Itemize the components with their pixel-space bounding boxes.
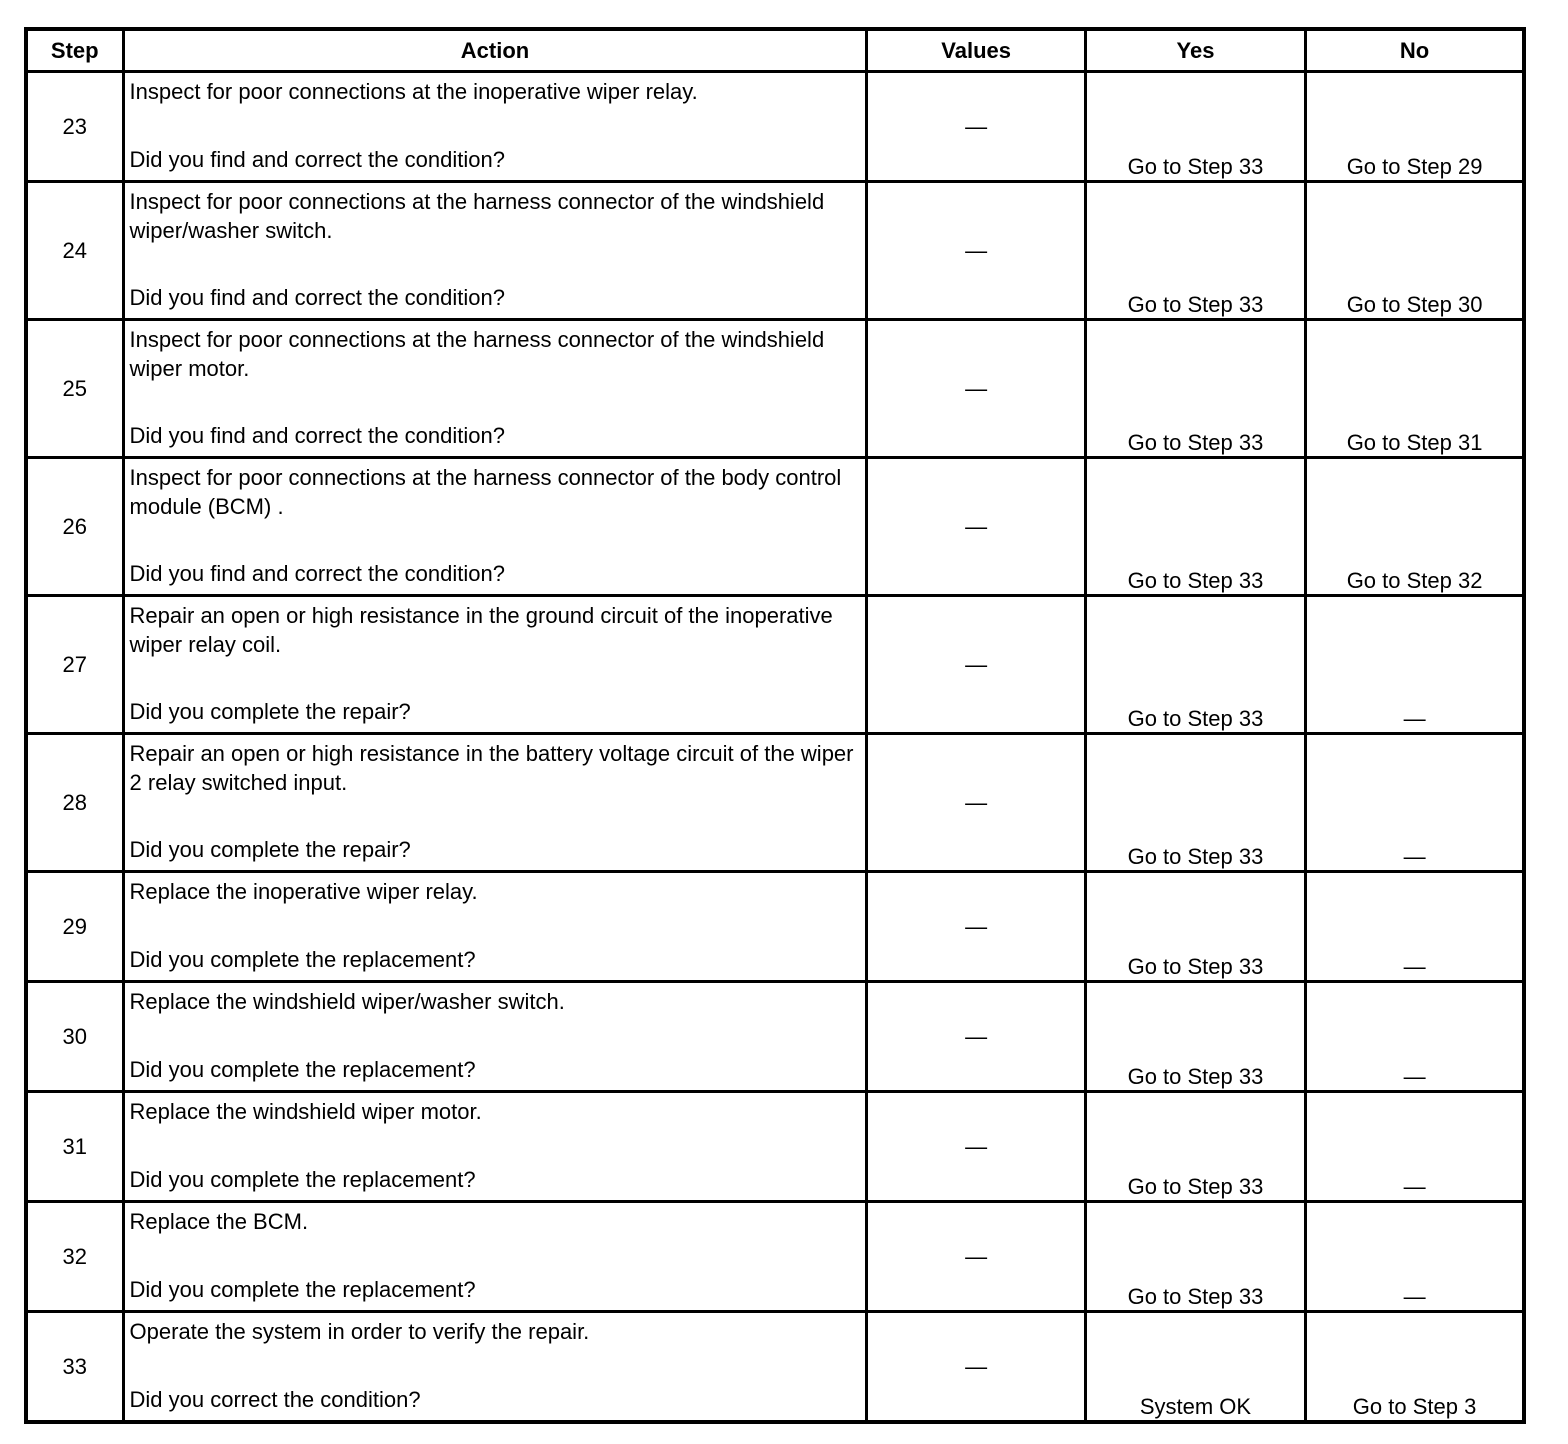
yes-cell: Go to Step 33	[1085, 872, 1305, 982]
step-number: 28	[26, 734, 123, 872]
values-cell: —	[867, 320, 1085, 458]
no-cell: —	[1306, 872, 1524, 982]
no-cell: Go to Step 32	[1306, 458, 1524, 596]
values-cell: —	[867, 1312, 1085, 1423]
step-number: 23	[26, 72, 123, 182]
header-yes: Yes	[1085, 29, 1305, 72]
values-cell: —	[867, 1092, 1085, 1202]
yes-cell: Go to Step 33	[1085, 182, 1305, 320]
action-instruction: Operate the system in order to verify the repair.	[129, 1319, 590, 1344]
step-number: 32	[26, 1202, 123, 1312]
values-cell: —	[867, 182, 1085, 320]
action-question: Did you find and correct the condition?	[129, 423, 505, 448]
action-question: Did you find and correct the condition?	[129, 147, 505, 172]
table-row	[26, 320, 1524, 458]
yes-cell: Go to Step 33	[1085, 1202, 1305, 1312]
values-cell: —	[867, 872, 1085, 982]
table-row	[26, 982, 1524, 1092]
action-instruction: Inspect for poor connections at the harness connector of the windshield wiper motor.	[129, 327, 825, 381]
no-cell: Go to Step 31	[1306, 320, 1524, 458]
action-question: Did you find and correct the condition?	[129, 561, 505, 586]
no-cell: —	[1306, 982, 1524, 1092]
action-instruction: Repair an open or high resistance in the ground circuit of the inoperative wiper relay coil.	[129, 603, 833, 657]
values-cell: —	[867, 734, 1085, 872]
values-cell: —	[867, 458, 1085, 596]
step-number: 24	[26, 182, 123, 320]
yes-cell: Go to Step 33	[1085, 982, 1305, 1092]
action-question: Did you complete the replacement?	[129, 1167, 476, 1192]
action-question: Did you find and correct the condition?	[129, 285, 505, 310]
header-step: Step	[26, 29, 123, 72]
step-number: 25	[26, 320, 123, 458]
step-number: 30	[26, 982, 123, 1092]
action-instruction: Inspect for poor connections at the harness connector of the windshield wiper/washer switch.	[129, 189, 825, 243]
header-values: Values	[867, 29, 1085, 72]
action-cell	[123, 982, 867, 1092]
action-question: Did you complete the replacement?	[129, 947, 476, 972]
header-row	[26, 29, 1524, 72]
action-instruction: Inspect for poor connections at the inoperative wiper relay.	[129, 79, 698, 104]
table-row	[26, 872, 1524, 982]
step-number: 27	[26, 596, 123, 734]
step-number: 31	[26, 1092, 123, 1202]
table-row	[26, 182, 1524, 320]
no-cell: —	[1306, 1092, 1524, 1202]
action-cell	[123, 1202, 867, 1312]
table-row	[26, 1312, 1524, 1423]
action-cell	[123, 1312, 867, 1423]
table-row	[26, 458, 1524, 596]
action-cell	[123, 734, 867, 872]
action-question: Did you correct the condition?	[129, 1387, 421, 1412]
action-cell	[123, 182, 867, 320]
table-row	[26, 1092, 1524, 1202]
action-cell	[123, 320, 867, 458]
values-cell: —	[867, 72, 1085, 182]
values-cell: —	[867, 982, 1085, 1092]
no-cell: —	[1306, 734, 1524, 872]
action-cell	[123, 458, 867, 596]
action-cell	[123, 1092, 867, 1202]
no-cell: Go to Step 3	[1306, 1312, 1524, 1423]
step-number: 33	[26, 1312, 123, 1423]
action-question: Did you complete the replacement?	[129, 1057, 476, 1082]
table-row	[26, 72, 1524, 182]
table-row	[26, 596, 1524, 734]
values-cell: —	[867, 1202, 1085, 1312]
action-cell	[123, 872, 867, 982]
yes-cell: Go to Step 33	[1085, 72, 1305, 182]
no-cell: Go to Step 29	[1306, 72, 1524, 182]
step-number: 29	[26, 872, 123, 982]
action-instruction: Replace the BCM.	[129, 1209, 309, 1234]
header-no: No	[1306, 29, 1524, 72]
action-instruction: Repair an open or high resistance in the battery voltage circuit of the wiper 2 relay switched input.	[129, 741, 854, 795]
yes-cell: Go to Step 33	[1085, 320, 1305, 458]
header-action: Action	[123, 29, 867, 72]
action-cell	[123, 72, 867, 182]
table-row	[26, 1202, 1524, 1312]
table-row	[26, 734, 1524, 872]
action-instruction: Replace the windshield wiper motor.	[129, 1099, 482, 1124]
action-question: Did you complete the repair?	[129, 837, 411, 862]
yes-cell: Go to Step 33	[1085, 596, 1305, 734]
action-instruction: Replace the inoperative wiper relay.	[129, 879, 478, 904]
yes-cell: System OK	[1085, 1312, 1305, 1423]
action-instruction: Inspect for poor connections at the harness connector of the body control module (BCM) .	[129, 465, 842, 519]
action-question: Did you complete the replacement?	[129, 1277, 476, 1302]
no-cell: —	[1306, 1202, 1524, 1312]
action-question: Did you complete the repair?	[129, 699, 411, 724]
no-cell: —	[1306, 596, 1524, 734]
action-cell	[123, 596, 867, 734]
yes-cell: Go to Step 33	[1085, 734, 1305, 872]
action-instruction: Replace the windshield wiper/washer switch.	[129, 989, 565, 1014]
step-number: 26	[26, 458, 123, 596]
yes-cell: Go to Step 33	[1085, 458, 1305, 596]
values-cell: —	[867, 596, 1085, 734]
no-cell: Go to Step 30	[1306, 182, 1524, 320]
yes-cell: Go to Step 33	[1085, 1092, 1305, 1202]
diagnostic-table	[24, 27, 1526, 1424]
